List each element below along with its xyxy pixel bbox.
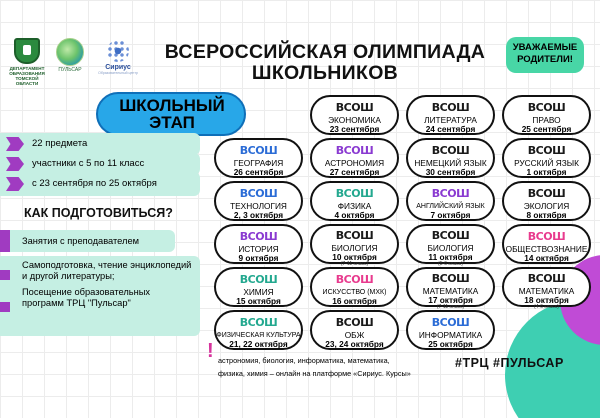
page-title [150, 42, 500, 84]
pulsar-icon [56, 38, 84, 66]
stage-line-1: ШКОЛЬНЫЙ [119, 96, 225, 115]
subject-date: 21, 22 октября [229, 339, 288, 349]
subject-date: 14 октября [524, 253, 569, 263]
olympiad-logo: ВСОШ [335, 229, 374, 242]
olympiad-logo: ВСОШ [431, 187, 470, 200]
olympiad-logo: ВСОШ [527, 272, 566, 285]
subject-date: 8 октября [526, 210, 567, 220]
info-subjects [0, 133, 200, 155]
olympiad-logo: ВСОШ [335, 273, 374, 286]
subject-card [406, 181, 495, 221]
department-logo [4, 38, 50, 86]
olympiad-logo: ВСОШ [431, 272, 470, 285]
subject-card [406, 267, 495, 310]
subject-date: 23 сентября [329, 124, 380, 134]
olympiad-logo: ВСОШ [431, 144, 470, 157]
pulsar-logo-text: ПУЛЬСАР [58, 67, 82, 73]
olympiad-logo: ВСОШ [335, 316, 374, 329]
subject-name: АНГЛИЙСКИЙ ЯЗЫК [416, 203, 485, 210]
subject-card [502, 224, 591, 264]
olympiad-logo: ВСОШ [431, 316, 470, 329]
sirius-logo-subtext: Образовательный центр [98, 71, 138, 75]
subject-note: (7-11 класс) [436, 304, 465, 310]
subject-name: ИНФОРМАТИКА [418, 330, 483, 340]
prep-visit-text: Посещение образовательных программ ТРЦ "Пульсар" [22, 287, 151, 308]
subject-date: 11 октября [428, 252, 473, 262]
subject-card [310, 310, 399, 350]
stage-label [112, 97, 232, 131]
prepare-heading: КАК ПОДГОТОВИТЬСЯ? [24, 206, 173, 220]
olympiad-logo: ВСОШ [239, 144, 278, 157]
stage-line-2: ЭТАП [149, 113, 195, 132]
sirius-logo [94, 40, 142, 75]
olympiad-logo: ВСОШ [335, 144, 374, 157]
hashtag: #ТРЦ #ПУЛЬСАР [455, 356, 564, 370]
online-footnote [218, 354, 468, 380]
subject-card [502, 138, 591, 178]
olympiad-logo: ВСОШ [431, 101, 470, 114]
subject-card [406, 138, 495, 178]
footnote-line-1: астрономия, биология, информатика, математика, [218, 356, 390, 365]
info-dates [0, 172, 200, 196]
title-line-1: ВСЕРОССИЙСКАЯ ОЛИМПИАДА [164, 41, 486, 63]
subject-name: МАТЕМАТИКА [518, 286, 575, 296]
subject-date: 26 сентября [233, 167, 284, 177]
parents-badge [506, 37, 584, 73]
footnote-line-2: физика, химия – онлайн на платформе «Сириус. Курсы» [218, 369, 411, 378]
subject-card [214, 138, 303, 178]
olympiad-logo: ВСОШ [335, 187, 374, 200]
subject-note: (7-11 класс) [340, 261, 369, 267]
subject-date: 18 октября [524, 295, 569, 305]
prep-self-study [0, 256, 200, 336]
subject-note: (4-6 класс) [534, 304, 559, 310]
subject-card [502, 267, 591, 310]
arrow-icon [6, 157, 24, 171]
info-subjects-text: 22 предмета [32, 137, 88, 149]
subject-date: 24 сентября [425, 124, 476, 134]
prep-teacher-text: Занятия с преподавателем [22, 235, 140, 246]
emblem-icon [14, 38, 40, 64]
subject-date: 25 октября [428, 339, 473, 349]
subject-date: 10 октября [332, 252, 377, 262]
subject-date: 9 октября [238, 253, 279, 263]
subject-card [214, 267, 303, 307]
olympiad-logo: ВСОШ [239, 187, 278, 200]
subject-date: 25 сентября [521, 124, 572, 134]
subject-name: ИСКУССТВО (МХК) [322, 289, 387, 296]
subject-name: БИОЛОГИЯ [331, 243, 378, 253]
subject-date: 2, 3 октября [233, 210, 284, 220]
subject-name: ФИЗИКА [337, 201, 372, 211]
subject-date: 27 сентября [329, 167, 380, 177]
sirius-logo-text: Сириус [105, 64, 131, 71]
olympiad-logo: ВСОШ [431, 229, 470, 242]
pulsar-logo [52, 38, 88, 73]
subject-date: 30 сентября [425, 167, 476, 177]
subject-date: 1 октября [526, 167, 567, 177]
olympiad-logo: ВСОШ [527, 230, 566, 243]
school-stage-banner [96, 92, 246, 136]
arrow-icon [6, 177, 24, 191]
subject-name: ОБЩЕСТВОЗНАНИЕ [505, 244, 588, 254]
subject-name: ГЕОГРАФИЯ [233, 158, 284, 168]
subject-card [406, 95, 495, 135]
subject-card [310, 224, 399, 267]
subject-name: НЕМЕЦКИЙ ЯЗЫК [414, 158, 487, 168]
subject-name: ФИЗИЧЕСКАЯ КУЛЬТУРА [216, 332, 301, 339]
parents-badge-line-2: РОДИТЕЛИ! [517, 54, 573, 65]
subject-card [310, 138, 399, 178]
subject-date: 17 октября [428, 295, 473, 305]
subject-name: ЛИТЕРАТУРА [424, 115, 477, 125]
department-logo-text: ДЕПАРТАМЕНТ ОБРАЗОВАНИЯ ТОМСКОЙ ОБЛАСТИ [9, 66, 45, 86]
olympiad-logo: ВСОШ [527, 101, 566, 114]
subject-card [310, 181, 399, 221]
subject-name: ЭКОНОМИКА [328, 115, 381, 125]
olympiad-logo: ВСОШ [239, 316, 278, 329]
subject-card [310, 267, 399, 307]
title-line-2: ШКОЛЬНИКОВ [251, 62, 399, 84]
subject-date: 7 октября [430, 210, 471, 220]
subject-name: ПРАВО [532, 115, 561, 125]
olympiad-logo: ВСОШ [335, 101, 374, 114]
subject-name: ХИМИЯ [243, 287, 274, 297]
exclamation-icon: ! [207, 340, 214, 362]
olympiad-logo: ВСОШ [527, 187, 566, 200]
subject-name: ИСТОРИЯ [238, 244, 279, 254]
bullet-bar [0, 302, 10, 312]
subject-date: 15 октября [236, 296, 281, 306]
olympiad-logo: ВСОШ [527, 144, 566, 157]
olympiad-logo: ВСОШ [239, 230, 278, 243]
subject-card [310, 95, 399, 135]
subject-note: (5-6 класс) [438, 261, 463, 267]
subject-card [406, 224, 495, 267]
subject-card [214, 181, 303, 221]
sirius-icon [107, 40, 129, 62]
bullet-bar [0, 270, 10, 280]
subject-name: АСТРОНОМИЯ [324, 158, 385, 168]
olympiad-logo: ВСОШ [239, 273, 278, 286]
bullet-bar [0, 230, 10, 252]
prep-teacher [0, 230, 175, 252]
subject-card [214, 310, 303, 350]
prep-self-text: Самоподготовка, чтение энциклопедий и другой литературы; [22, 260, 192, 281]
info-dates-text: с 23 сентября по 25 октября [32, 177, 157, 189]
subject-name: МАТЕМАТИКА [422, 286, 479, 296]
subject-date: 23, 24 октября [325, 339, 384, 349]
subject-card [502, 181, 591, 221]
subject-name: ОБЖ [344, 330, 365, 340]
subject-date: 4 октября [334, 210, 375, 220]
parents-badge-line-1: УВАЖАЕМЫЕ [512, 42, 578, 53]
info-participants-text: участники с 5 по 11 класс [32, 157, 145, 169]
subject-card [214, 224, 303, 264]
subject-date: 16 октября [332, 296, 377, 306]
subject-name: ТЕХНОЛОГИЯ [230, 201, 287, 211]
subject-card [502, 95, 591, 135]
arrow-icon [6, 137, 24, 151]
subject-name: ЭКОЛОГИЯ [523, 201, 570, 211]
subject-name: РУССКИЙ ЯЗЫК [514, 158, 579, 168]
subject-card [406, 310, 495, 350]
subject-name: БИОЛОГИЯ [427, 243, 474, 253]
